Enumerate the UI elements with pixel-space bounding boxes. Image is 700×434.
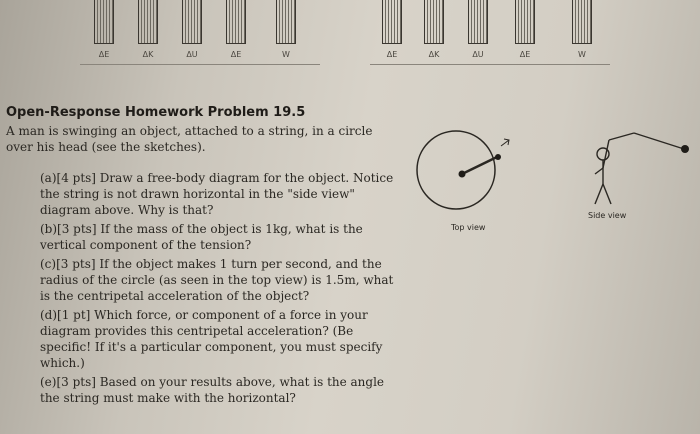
bar-label: ΔE xyxy=(386,50,398,59)
bar-label: ΔE xyxy=(519,50,531,59)
problem-part-c: (c)[3 pts] If the object makes 1 turn per second, and the radius of the circle (as seen in the top view) is 1.5m, what is the centripetal acceleration of the object? xyxy=(40,257,394,303)
energy-bar-chart-left xyxy=(80,0,320,59)
problem-part-d: (d)[1 pt] Which force, or component of a force in your diagram provides this centripetal acceleration? (Be specific! If it's a particular component, you must specify which.) xyxy=(40,308,383,370)
side-view-caption: Side view xyxy=(588,211,627,220)
string-line xyxy=(609,133,634,140)
energy-bar xyxy=(182,0,202,44)
stick-figure-arm xyxy=(595,168,603,174)
bar-label: ΔE xyxy=(98,50,110,59)
problem-part-b: (b)[3 pts] If the mass of the object is 1kg, what is the vertical component of the tension? xyxy=(40,222,363,252)
stick-figure-leg xyxy=(603,184,611,204)
string-line xyxy=(634,133,684,149)
top-view-caption: Top view xyxy=(451,223,486,232)
energy-bar xyxy=(94,0,114,44)
energy-bar xyxy=(276,0,296,44)
energy-bar xyxy=(515,0,535,44)
chart-baseline xyxy=(80,64,320,65)
bar-label: ΔK xyxy=(142,50,154,59)
bar-label: ΔK xyxy=(428,50,440,59)
problem-sketches xyxy=(405,110,700,250)
problem-intro: A man is swinging an object, attached to a string, in a circle over his head (see the sketches). xyxy=(6,124,373,154)
man-position-dot xyxy=(459,171,466,178)
bar-label: ΔU xyxy=(472,50,484,59)
problem-part-e: (e)[3 pts] Based on your results above, what is the angle the string must make with the horizontal? xyxy=(40,375,385,405)
sketch-figure xyxy=(405,110,700,250)
chart-baseline xyxy=(370,64,610,65)
bar-label: W xyxy=(578,50,586,59)
swinging-object xyxy=(495,154,501,160)
swinging-object xyxy=(681,145,689,153)
energy-bar xyxy=(572,0,592,44)
rotation-arrow-icon xyxy=(501,139,509,146)
top-view-sketch xyxy=(417,131,509,209)
stick-figure-leg xyxy=(595,184,603,204)
energy-bar xyxy=(382,0,402,44)
stick-figure-raised-arm xyxy=(603,140,609,168)
problem-title: Open-Response Homework Problem 19.5 xyxy=(6,105,306,120)
energy-bar xyxy=(424,0,444,44)
problem-parts xyxy=(40,170,402,409)
bar-label: W xyxy=(282,50,290,59)
string-line xyxy=(462,156,499,174)
energy-bar-chart-right xyxy=(370,0,610,59)
energy-bar xyxy=(226,0,246,44)
side-view-sketch xyxy=(595,133,689,204)
energy-bar xyxy=(468,0,488,44)
problem-part-a: (a)[4 pts] Draw a free-body diagram for the object. Notice the string is not drawn horizontal in the "side view" diagram above. Why is that? xyxy=(40,171,394,217)
energy-bar xyxy=(138,0,158,44)
circular-path xyxy=(417,131,495,209)
bar-label: ΔE xyxy=(230,50,242,59)
bar-label: ΔU xyxy=(186,50,198,59)
